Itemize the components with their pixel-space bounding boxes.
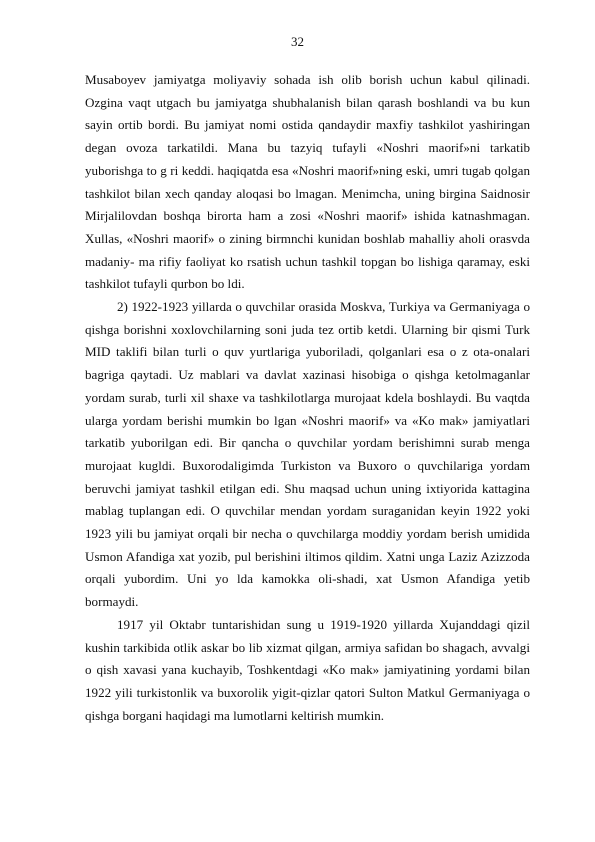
page-number: 32: [291, 34, 304, 49]
paragraph-2: 2) 1922-1923 yillarda o quvchilar orasida Moskva, Turkiya va Germaniyaga o qishga borishni xoxlovchilarning soni juda tez ortib ketdi. Ularning bir qismi Turk MID taklifi bilan turli o quv yurtlariga yuboriladi, qolganlari esa o z ota-onalari bagriga qaytadi. Uz mablari va davlat xazinasi hisobiga o qishga ketolmaganlar yordam surab, turli xil shaxe va tashkilotlarga murojaat kdela boshlaydi. Bu vaqtda ularga yordam berishi mumkin bo lgan «Noshri maorif» va «Ko mak» jamiyatlari tarkatib yuborilgan edi. Bir qancha o quvchilar yordam berishimni surab menga murojaat kugldi. Buxorodaligimda Turkiston va Buxoro o quvchilariga yordam beruvchi jamiyat tashkil etilgan edi. Shu maqsad uchun uning ixtiyorida kattagina mablag tuplangan edi. O quvchilar mendan yordam suraganidan keyin 1922 yoki 1923 yili bu jamiyat orqali bir necha o quvchilarga moddiy yordam berish umidida Usmon Afandiga xat yozib, pul berishini iltimos qildim. Xatni unga Laziz Azizzoda orqali yubordim. Uni yo lda kamokka oli-shadi, xat Usmon Afandiga yetib bormaydi.: [85, 299, 530, 610]
paragraph-1: Musaboyev jamiyatga moliyaviy sohada ish olib borish uchun kabul qilinadi. Ozgina vaqt utgach bu jamiyatga shubhalanish bilan qarash boshlandi va bu kun sayin ortib bordi. Bu jamiyat nomi ostida qandaydir maxfiy tashkilot yashiringan degan ovoza tarkatildi. Mana bu tazyiq tufayli «Noshri maorif»ni tarkatib yuborishga to g ri keddi. haqiqatda esa «Noshri maorif»ning eski, umri tugab qolgan tashkilot bilan xech qanday aloqasi bo lmagan. Menimcha, uning birgina Saidnosir Mirjalilovdan boshqa birorta ham a zosi «Noshri maorif» ishida katnashmagan. Xullas, «Noshri maorif» o zining birmnchi kunidan boshlab mahalliy aholi orasvda madaniy- ma rifiy faoliyat ko rsatish uchun tashkil topgan bo lishiga qaramay, eski tashkilot tufayli qurbon bo ldi.: [85, 72, 530, 292]
body-text: [85, 69, 530, 727]
paragraph-3: 1917 yil Oktabr tuntarishidan sung u 1919-1920 yillarda Xujanddagi qizil kushin tarkibida otlik askar bo lib xizmat qilgan, armiya safidan bo shagach, avvalgi o qish xavasi yana kuchayib, Toshkentdagi «Ko mak» jamiyatining yordami bilan 1922 yili turkistonlik va buxorolik yigit-qizlar qatori Sulton Matkul Germaniyaga o qishga borgani haqidagi ma lumotlarni keltirish mumkin.: [85, 616, 530, 723]
